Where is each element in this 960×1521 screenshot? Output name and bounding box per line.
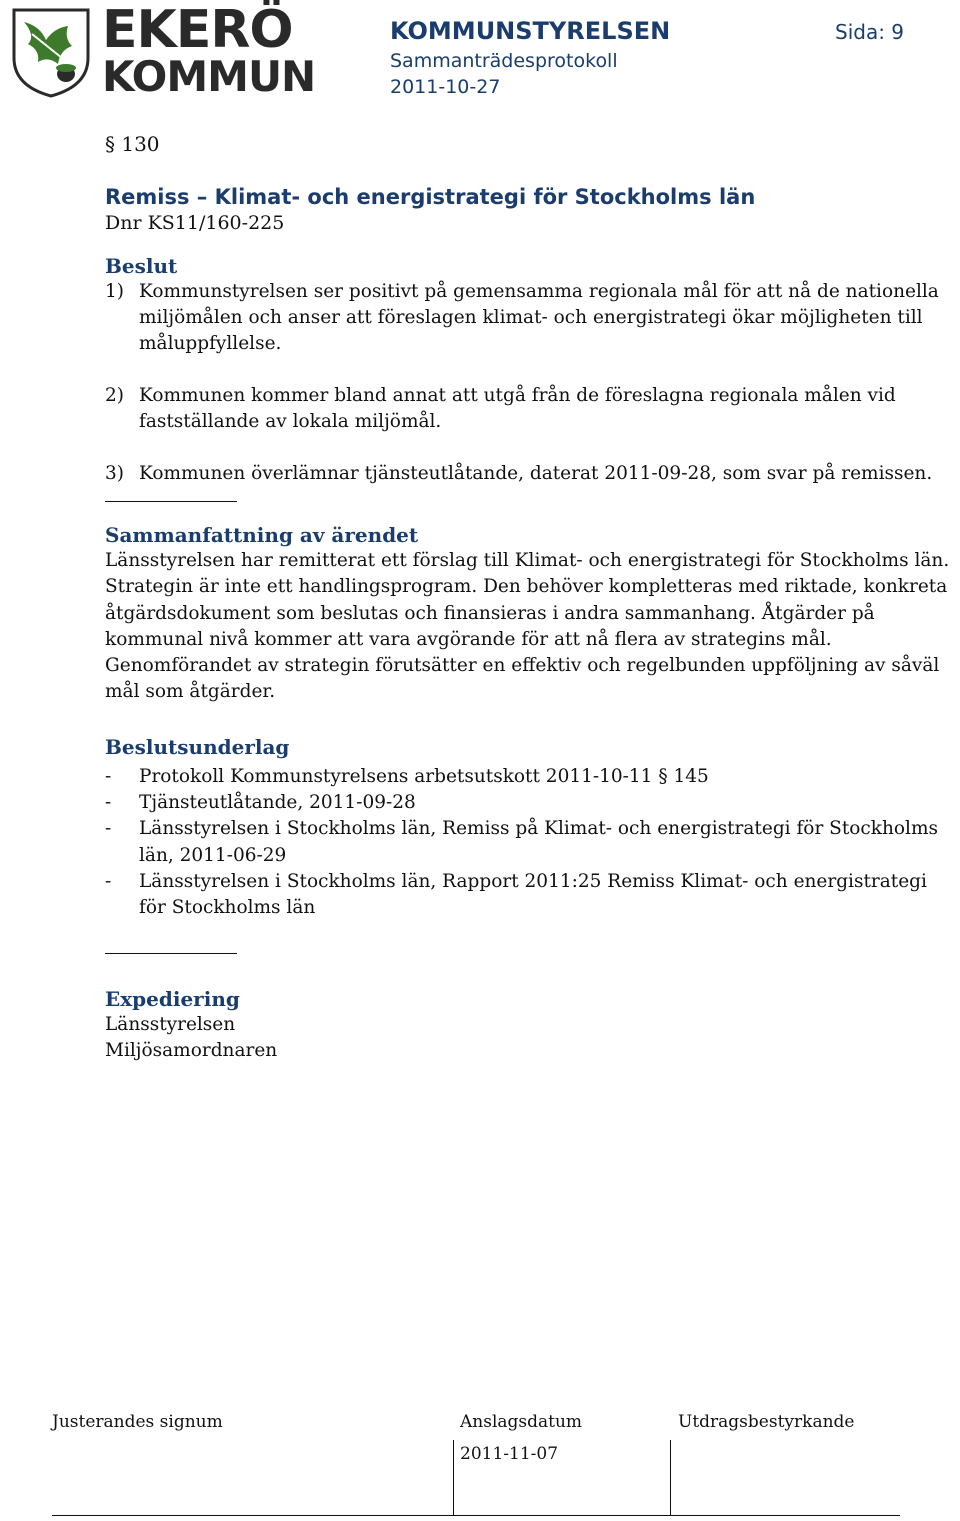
paragraph-number: § 130 — [105, 132, 160, 156]
decision-number: 2) — [105, 385, 124, 406]
underlag-list — [105, 764, 950, 922]
beslut-heading: Beslut — [105, 254, 178, 278]
underlag-item — [105, 764, 950, 790]
expediering-recipient: Länsstyrelsen — [105, 1013, 236, 1035]
footer-anslag-date: 2011-11-07 — [460, 1444, 559, 1464]
section-divider — [105, 953, 237, 954]
header-document-type: Sammanträdesprotokoll — [390, 50, 618, 72]
list-dash: - — [105, 870, 112, 892]
expediering-heading: Expediering — [105, 986, 240, 1011]
item-title: Remiss – Klimat- och energistrategi för Stockholms län — [105, 185, 756, 209]
list-dash: - — [105, 765, 112, 787]
footer-box-line — [670, 1440, 671, 1516]
underlag-item — [105, 790, 950, 816]
oak-leaf-acorn-shield-icon — [10, 6, 92, 98]
decision-number: 1) — [105, 281, 124, 302]
underlag-heading: Beslutsunderlag — [105, 734, 290, 759]
underlag-item — [105, 816, 950, 869]
underlag-text: Tjänsteutlåtande, 2011-09-28 — [139, 792, 416, 814]
decision-list — [105, 279, 950, 487]
header-organization: KOMMUNSTYRELSEN — [390, 17, 671, 45]
list-dash: - — [105, 818, 112, 840]
underlag-item — [105, 869, 950, 922]
summary-text: Länsstyrelsen har remitterat ett förslag till Klimat- och energistrategi för Stockholms län. Strategin är inte ett handlingsprogram. Den behöver kompletteras med riktade, konkreta åtgärdsdokument som beslutas och finansieras i andra sammanhang. Åtgärder på kommunal nivå kommer att vara avgörande för att nå flera av strategins mål. Genomförandet av strategin förutsätter en effektiv och regelbunden uppföljning av såväl mål som åtgärder. — [105, 550, 950, 703]
decision-item — [105, 383, 950, 435]
registration-number: Dnr KS11/160-225 — [105, 212, 285, 234]
decision-text: Kommunen överlämnar tjänsteutlåtande, daterat 2011-09-28, som svar på remissen. — [139, 463, 933, 484]
summary-heading: Sammanfattning av ärendet — [105, 523, 419, 547]
header-page-number: Sida: 9 — [835, 20, 905, 44]
decision-item — [105, 279, 950, 357]
expediering-recipient: Miljösamordnaren — [105, 1039, 278, 1061]
underlag-text: Länsstyrelsen i Stockholms län, Rapport 2011:25 Remiss Klimat- och energistrategi för Stockholms län — [139, 870, 927, 919]
footer-utdragsbestyrkande: Utdragsbestyrkande — [678, 1412, 855, 1432]
logo-wordmark-kommun: KOMMUN — [102, 52, 316, 101]
footer-box-line — [453, 1440, 454, 1516]
logo-wordmark-ekero: EKERÖ — [102, 0, 293, 60]
decision-item — [105, 461, 950, 487]
section-divider — [105, 501, 237, 502]
decision-number: 3) — [105, 463, 124, 484]
footer-anslagsdatum: Anslagsdatum — [460, 1412, 583, 1432]
decision-text: Kommunen kommer bland annat att utgå från de föreslagna regionala målen vid fastställande av lokala miljömål. — [139, 385, 896, 432]
underlag-text: Protokoll Kommunstyrelsens arbetsutskott 2011-10-11 § 145 — [139, 765, 709, 787]
list-dash: - — [105, 792, 112, 814]
underlag-text: Länsstyrelsen i Stockholms län, Remiss på Klimat- och energistrategi för Stockholms län, 2011-06-29 — [139, 818, 938, 866]
footer-justerandes-signum: Justerandes signum — [52, 1412, 223, 1432]
protocol-body — [105, 130, 950, 1064]
municipality-logo — [10, 0, 316, 101]
footer-box-line — [52, 1515, 900, 1516]
header-meeting-date: 2011-10-27 — [390, 76, 501, 98]
decision-text: Kommunstyrelsen ser positivt på gemensamma regionala mål för att nå de nationella miljömålen och anser att föreslagen klimat- och energistrategi ökar möjligheten till måluppfyllelse. — [139, 281, 939, 354]
